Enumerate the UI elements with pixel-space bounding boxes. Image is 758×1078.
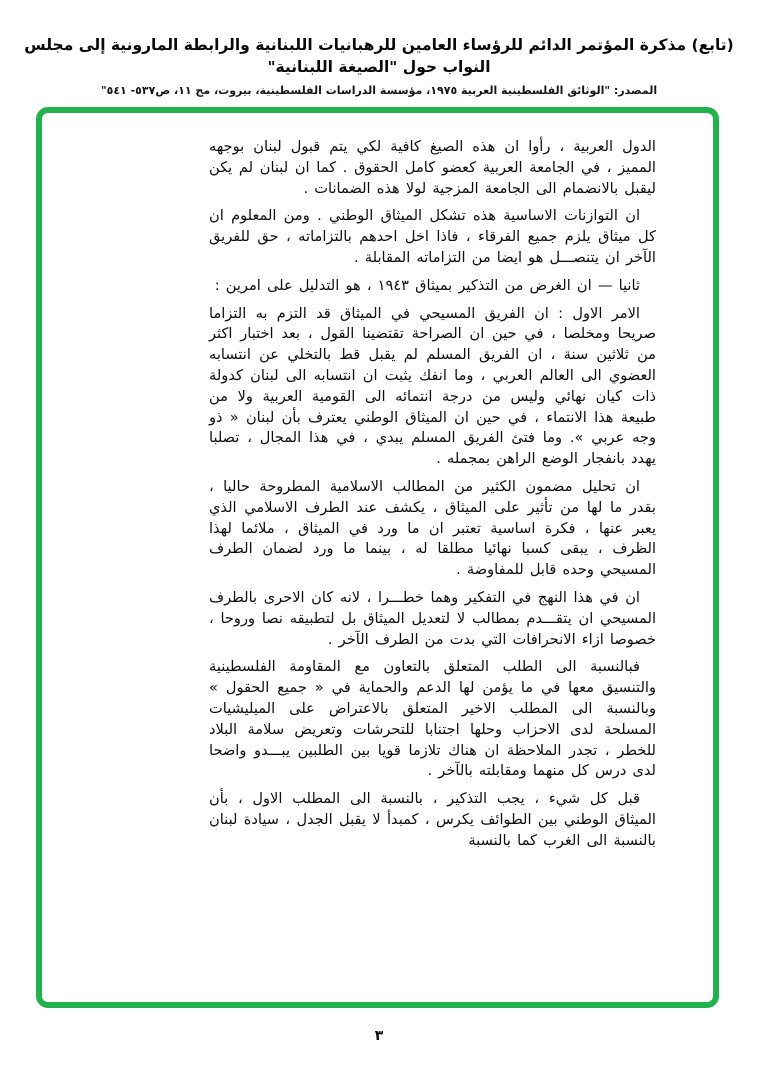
scanned-text-column — [209, 137, 656, 852]
paragraph: الدول العربية ، رأوا ان هذه الصيغ كافية لكي يتم قبول لبنان بوجهه المميز ، في الجامعة العربية كعضو كامل الحقوق . كما ان لبنان لم يكن ليقبل بالانضمام الى الجامعة المزجية لولا هذه الضمانات . — [209, 138, 656, 197]
paragraph: فبالنسبة الى الطلب المتعلق بالتعاون مع المقاومة الفلسطينية والتنسيق معها في ما يؤمن لها الدعم والحماية في « جميع الحقول » وبالنسبة الى المطلب الاخير المتعلق بالاعتراض على الميليشيات المسلحة لدى الاحزاب وحلها اجتنابا للتحرشات وتعريض سلامة البلاد للخطر ، تجدر الملاحظة ان هناك تلازما قويا بين الطلبين يبـــدو واضحا لدى درس كل منهما ومقابلته بالآخر . — [209, 658, 656, 780]
paragraph: الامر الاول : ان الفريق المسيحي في الميثاق قد التزم به التزاما صريحا ومخلصا ، في حين ان الصراحة تقتضينا القول ، بعد اختبار اكثر من ثلاثين سنة ، ان الفريق المسلم لم يقبل قط بالتخلي عن انتسابه العضوي الى العالم العربي ، وما انفك يثبت ان انتسابه الى لبنان كدولة ذات كيان نهائي وليس من درجة انتمائه الى القومية العربية ولا من طبيعة هذا الانتماء ، في حين ان الميثاق الوطني يعترف بأن لبنان « ذو وجه عربي ». وما فتئ الفريق المسلم يبدي ، في هذا المجال ، تصلبا يهدد بانفجار الوضع الراهن بمجمله . — [209, 304, 656, 468]
source-citation: المصدر: "الوثائق الفلسطينية العربية ١٩٧٥، مؤسسة الدراسات الفلسطينية، بيروت، مج ١١، ص٥٣٧- ٥٤١" — [100, 83, 658, 97]
paragraph: ثانيا — ان الغرض من التذكير بميثاق ١٩٤٣ ، هو التدليل على امرين : — [214, 276, 640, 294]
paragraph: ان تحليل مضمون الكثير من المطالب الاسلامية المطروحة حاليا ، بقدر ما لها من تأثير على الميثاق ، يكشف عند الطرف الاسلامي الذي يعبر عنها ، فكرة اساسية تعتبر ان ما ورد في الميثاق ، ملائما لهذا الظرف ، يبقى كسبا نهائيا مطلقا له ، بينما ما ورد لضمان الطرف المسيحي وحده قابل للمفاوضة . — [209, 477, 656, 579]
document-header — [0, 34, 758, 97]
paragraph: قبل كل شيء ، يجب التذكير ، بالنسبة الى المطلب الاول ، بأن الميثاق الوطني بين الطوائف يكرس ، كمبدأ لا يقبل الجدل ، سيادة لبنان بالنسبة الى الغرب كما بالنسبة — [209, 790, 656, 849]
page-number: ٣ — [374, 1028, 384, 1044]
paragraph: ان التوازنات الاساسية هذه تشكل الميثاق الوطني . ومن المعلوم ان كل ميثاق يلزم جميع الفرقاء ، فاذا اخل احدهم بالتزاماته ، حق للفريق الآخر ان يتنصـــل هو ايضا من التزاماته المقابلة . — [209, 207, 656, 266]
green-document-frame — [36, 107, 719, 1008]
document-title: (تابع) مذكرة المؤتمر الدائم للرؤساء العامين للرهبانيات اللبنانية والرابطة المارونية إلى مجلس النواب حول "الصيغة اللبنانية" — [24, 36, 734, 77]
paragraph: ان في هذا النهج في التفكير وهما خطـــرا ، لانه كان الاحرى بالطرف المسيحي ان يتقـــدم بمطالب لا لتعديل الميثاق بل لتطبيقه نصا وروحا ، خصوصا ازاء الانحرافات التي بدت من الطرف الآخر . — [209, 588, 656, 648]
